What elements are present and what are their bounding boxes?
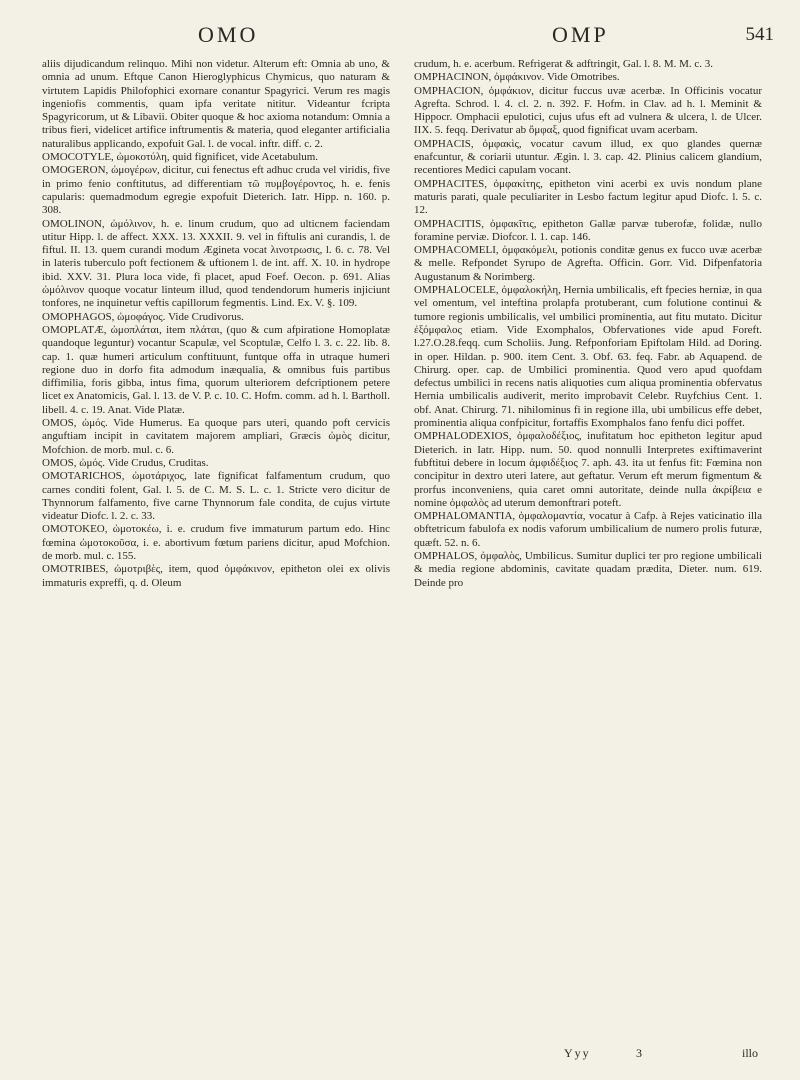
signature-mark: Yyy (564, 1046, 591, 1060)
dictionary-entry: OMPHACITES, ὀμφακίτης, epitheton vini acerbi ex uvis nondum plane maturis parati, quale peculiariter in Lesbo factum legitur apud Diofc. l. 5. c. 12. (414, 177, 762, 217)
dictionary-entry: OMOS, ὠμός. Vide Humerus. Ea quoque pars uteri, quando poft cervicis anguftiam incipit in cavitatem majorem ampliari, Græcis ὠμὸς dicitur, Mofchion. de morb. mul. c. 6. (42, 417, 390, 456)
dictionary-entry: OMOPLATÆ, ὠμοπλάται, item πλάται, (quo & cum afpiratione Homoplatæ quandoque leguntur) vocantur Scapulæ, vel Scoptulæ, Celfo l. 3. c. 22. lib. 8. cap. 1. quæ humeri articulum conftituunt, funtque offa in utraque humeri regione duo in dorfo fita admodum inæqualia, & omnibus fuis partibus diffimilia, foris gibba, intus fima, quorum ulteriorem defcriptionem petere licet ex Anatomicis, Gal. l. 13. de V. P. c. 10. C. Hofm. comm. ad h. l. Bartholl. libell. 4. c. 19. Anat. Vide Platæ. (42, 323, 390, 416)
page-footer (414, 1046, 762, 1064)
dictionary-entry: OMPHALOMANTIA, ὀμφαλομαντία, vocatur à Cafp. à Rejes vaticinatio illa obftetricum fabulofa ex nodis vaforum umbilicalium de numero prolis futuræ, quæft. 52. n. 6. (414, 510, 762, 549)
dictionary-entry: OMOS, ὠμός. Vide Crudus, Cruditas. (42, 456, 209, 469)
dictionary-entry: OMOTARICHOS, ὠμοτάριχος, late fignificat falfamentum crudum, quo carnes conditi folent, Gal. l. 5. de C. M. S. L. c. 1. Stricte vero dicitur de Thynnorum falfamento, five carne Thynnorum fale condita, de cujus virtute videatur Diofc. l. 2. c. 33. (42, 470, 390, 523)
signature-number: 3 (636, 1046, 642, 1060)
dictionary-entry: OMOCOTYLE, ὠμοκοτύλη, quid fignificet, vide Acetabulum. (42, 151, 319, 164)
dictionary-entry: OMOPHAGOS, ὠμοφάγος. Vide Crudivorus. (42, 310, 244, 323)
left-column (42, 58, 390, 590)
running-head (0, 14, 800, 54)
dictionary-entry: OMOTOKEO, ὠμοτοκέω, i. e. crudum five immaturum partum edo. Hinc fœmina ὠμοτοκοῦσα, i. e. abortivum fœtum pariens dicitur, apud Mofchion. de morb. mul. c. 155. (42, 523, 390, 562)
dictionary-entry: OMPHACION, ὀμφάκιον, dicitur fuccus uvæ acerbæ. In Officinis vocatur Agrefta. Schrod. l. 4. cl. 2. n. 392. F. Hofm. in Clav. ad h. l. Meminit & Hippocr. Omphacii epulotici, cujus ufus eft ad vulnera & ulcera, l. de Ulcer. IIX. 5. feqq. Derivatur ab ὄμφαξ, quod fignificat uvam acerbam. (414, 84, 762, 137)
dictionary-entry: OMOTRIBES, ὠμοτριβὲς, item, quod ὀμφάκινον, epitheton olei ex olivis immaturis expreffi, q. d. Oleum (42, 563, 390, 589)
dictionary-entry: OMPHACIS, ὀμφακὶς, vocatur cavum illud, ex quo glandes quernæ enafcuntur, & coriarii utuntur. Ægin. l. 3. cap. 42. Plinius calicem glandium, recentiores Medici capulam vocant. (414, 137, 762, 177)
dictionary-entry: OMOLINON, ὠμόλινον, h. e. linum crudum, quo ad ulticnem faciendam utitur Hipp. l. de affect. XXX. 13. XXXII. 9. vel in fiftulis ani curandis, l. de fiftul. II. 13. quem curandi modum Ægineta vocat λινοτρωσις, l. 6. c. 78. Vel in lateris tuberculo poft fectionem & uftionem l. de int. aff. X. 10. in hydrope ibid. XXV. 31. Plura loca vide, fi placet, apud Foef. Oecon. p. 691. Alias ὠμόλινον quoque vocatur linteum illud, quod tendendorum humeris injiciunt tonfores, ne inquinetur veftis capillorum fegmentis. Lind. Ex. V. §. 109. (42, 217, 390, 310)
dictionary-entry: OMPHALODEXIOS, ὀμφαλοδέξιος, inufitatum hoc epitheton legitur apud Dieterich. in Iatr. Hipp. num. 50. quod nonnulli Interpretes exiftimaverint fubftitui debere in locum ἀμφιδέξιος 7. aph. 43. ita ut fenfus fit: Fœmina non concipitur in dextro uteri latere, aut geftatur. Verum eft merum figmentum & prorfus inconveniens, quia caret omni autoritate, deinde nulla ἀκρίβεια e nomine ὀμφαλὸς ad uterum demonftrari poteft. (414, 430, 762, 509)
running-head-right: OMP (552, 22, 609, 47)
dictionary-entry: OMPHACINON, ὀμφάκινον. Vide Omotribes. (414, 71, 620, 84)
dictionary-entry: OMOGERON, ὠμογέρων, dicitur, cui fenectus eft adhuc cruda vel viridis, five in primo fenio conftitutus, ad differentiam τῶ πυμβογέροντος, h. e. fenis capularis: quemadmodum egregie expofuit Dieterich. Iatr. Hipp. n. 160. p. 308. (42, 164, 390, 217)
dictionary-entry: OMPHALOS, ὀμφαλὸς, Umbilicus. Sumitur duplici ter pro regione umbilicali & media regione abdominis, cavitate quadam prædita, Dieter. num. 619. Deinde pro (414, 549, 762, 589)
dictionary-entry: OMPHALOCELE, ὀμφαλοκήλη, Hernia umbilicalis, eft fpecies herniæ, in qua vel omentum, vel inteftina prolapfa protuberant, cum folutione continui & tumore regionis umbilicalis, vel umbilici prominentia, aut fitu mutato. Dicitur ἐξόμφαλος etiam. Vide Exomphalos, Obfervationes vide apud Foreft. l.27.O.28.feqq. cum Scholiis. Jung. Refponforiam Epiftolam Hild. ad Doring. in oper. Hildan. p. 900. item Cent. 3. Obf. 63. feq. Fabr. ab Aquapend. de Chirurg. oper. cap. de Umbilici prominentia. Quod vero apud quofdam defectus umbilici in recens natis aliquoties cum aliqua prominentia obfervatus Hernia umbilicalis audiverit, merito improbavit Celebr. Ruyfchius Cent. 1. obf. Anat. Chirurg. 71. nihilominus fi in regione illa, ubi umbilicus effe debet, prominentia aliqua confpicitur, fortaffis Exomphalos fano fenfu dici poffet. (414, 284, 762, 430)
running-head-left: OMO (198, 22, 259, 47)
catchword: illo (741, 1046, 758, 1060)
dictionary-entry: crudum, h. e. acerbum. Refrigerat & adftringit, Gal. l. 8. M. M. c. 3. (414, 58, 714, 70)
page-number: 541 (745, 24, 774, 45)
dictionary-entry: OMPHACITIS, ὀμφακῖτις, epitheton Gallæ parvæ tuberofæ, folidæ, nullo foramine perviæ. Diofcor. l. 1. cap. 146. (414, 217, 762, 243)
dictionary-entry: OMPHACOMELI, ὀμφακόμελι, potionis conditæ genus ex fucco uvæ acerbæ & melle. Refpondet Syrupo de Agrefta. Officin. Gorr. Vid. Difpenfatoria Augustanum & Norimberg. (414, 244, 762, 283)
dictionary-entry: aliis dijudicandum relinquo. Mihi non videtur. Alterum eft: Omnia ab uno, & omnia ad unum. Eftque Canon Hieroglyphicus Chymicus, quo naturam & virtutem Lapidis Philofophici exornare conantur Spagyrici. Verum res magis ingeniofis commentis, quam ipfa veritate nititur. Videantur fcripta Spagyricorum, ut & Libavii. Obiter quoque & hoc axioma notandum: Omnia a tribus fieri, videlicet artifice inftrumentis & materia, quod eleganter artificialia naturalibus applicando, expofuit Gal. l. de vocal. inftr. diff. c. 2. (42, 58, 390, 150)
right-column (414, 58, 762, 590)
